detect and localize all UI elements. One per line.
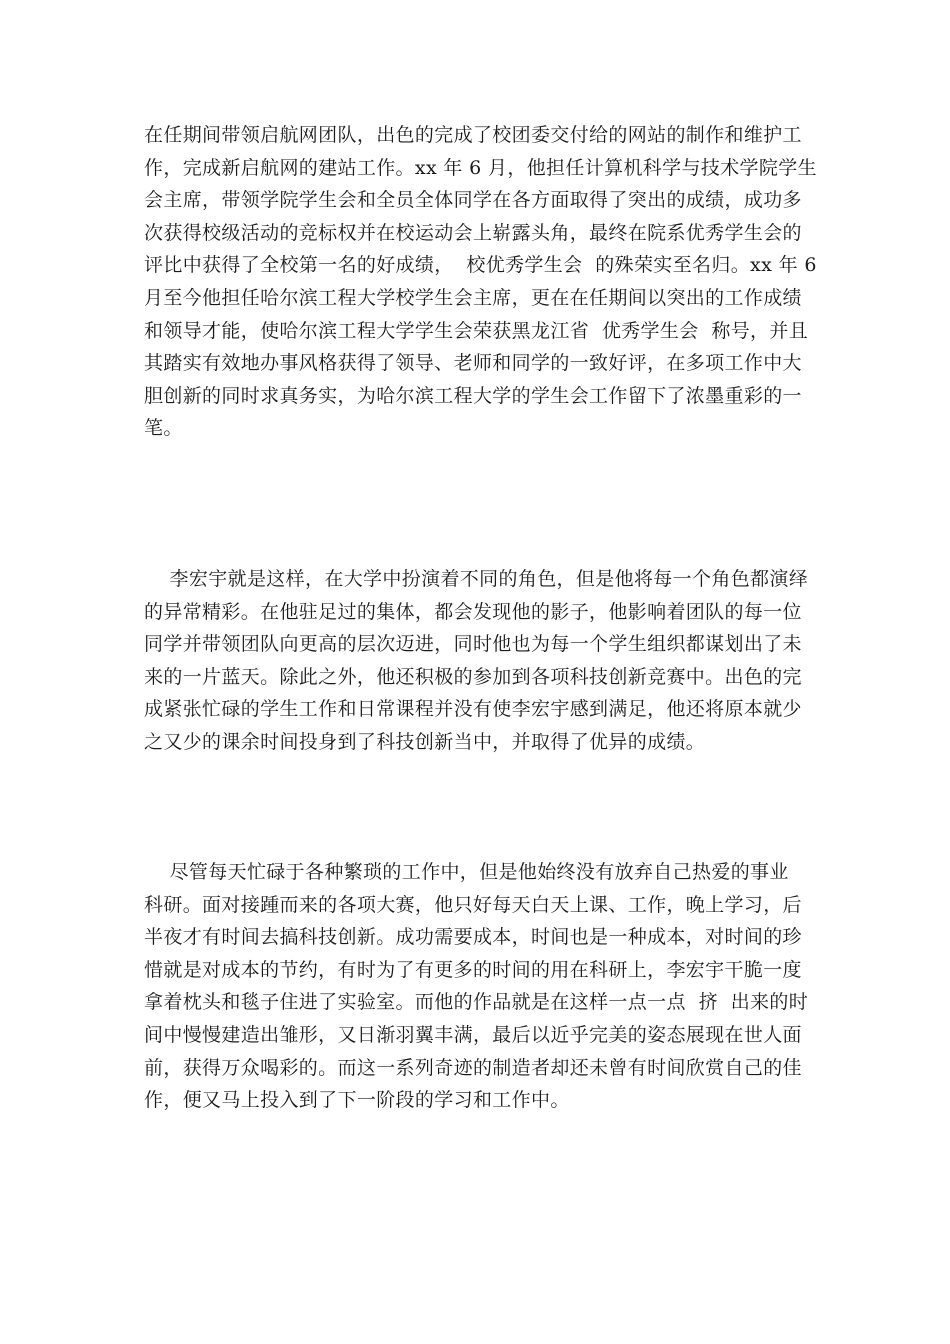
text-line: 成紧张忙碌的学生工作和日常课程并没有使李宏宇感到满足，他还将原本就少 [144, 698, 802, 721]
text-line: 会主席，带领学院学生会和全员全体同学在各方面取得了突出的成绩，成功多 [144, 189, 802, 212]
text-line: 李宏宇就是这样，在大学中扮演着不同的角色，但是他将每一个角色都演绎 [144, 568, 809, 590]
text-line: 前，获得万众喝彩的。而这一系列奇迹的制造者却还未曾有时间欣赏自己的佳 [144, 1056, 802, 1079]
text-line: 在任期间带领启航网团队，出色的完成了校团委交付给的网站的制作和维护工 [144, 124, 802, 146]
text-line: 惜就是对成本的节约，有时为了有更多的时间的用在科研上，李宏宇干脆一度 [144, 958, 802, 981]
text-line: 评比中获得了全校第一名的好成绩， 校优秀学生会 的殊荣实至名归。xx 年 6 [144, 254, 817, 277]
text-line: 拿着枕头和毯子住进了实验室。而他的作品就是在这样一点一点 挤 出来的时 [144, 991, 809, 1014]
text-line: 其踏实有效地办事风格获得了领导、老师和同学的一致好评，在多项工作中大 [144, 352, 802, 375]
text-line: 月至今他担任哈尔滨工程大学校学生会主席，更在在任期间以突出的工作成绩 [144, 286, 802, 309]
paragraph-1 [144, 119, 817, 445]
text-line: 作，便又马上投入到了下一阶段的学习和工作中。 [144, 1089, 570, 1112]
text-line: 胆创新的同时求真务实，为哈尔滨工程大学的学生会工作留下了浓墨重彩的一 [144, 384, 802, 407]
text-line: 的异常精彩。在他驻足过的集体，都会发现他的影子，他影响着团队的每一位 [144, 600, 802, 623]
text-line: 同学并带领团队向更高的层次迈进，同时他也为每一个学生组织都谋划出了未 [144, 633, 802, 656]
text-line: 次获得校级活动的竞标权并在校运动会上崭露头角，最终在院系优秀学生会的 [144, 221, 802, 244]
text-line: 作，完成新启航网的建站工作。xx 年 6 月，他担任计算机科学与技术学院学生 [144, 156, 817, 179]
text-line: 尽管每天忙碌于各种繁琐的工作中，但是他始终没有放弃自己热爱的事业 [144, 861, 789, 883]
paragraph-3 [144, 856, 809, 1117]
text-line: 笔。 [144, 417, 183, 440]
text-line: 间中慢慢建造出雏形，又日渐羽翼丰满，最后以近乎完美的姿态展现在世人面 [144, 1023, 802, 1046]
text-line: 科研。面对接踵而来的各项大赛，他只好每天白天上课、工作，晚上学习，后 [144, 893, 802, 916]
text-line: 半夜才有时间去搞科技创新。成功需要成本，时间也是一种成本，对时间的珍 [144, 926, 802, 949]
text-line: 和领导才能，使哈尔滨工程大学学生会荣获黑龙江省 优秀学生会 称号，并且 [144, 319, 809, 342]
text-line: 来的一片蓝天。除此之外，他还积极的参加到各项科技创新竞赛中。出色的完 [144, 665, 802, 688]
text-line: 之又少的课余时间投身到了科技创新当中，并取得了优异的成绩。 [144, 730, 706, 753]
paragraph-2 [144, 563, 809, 759]
